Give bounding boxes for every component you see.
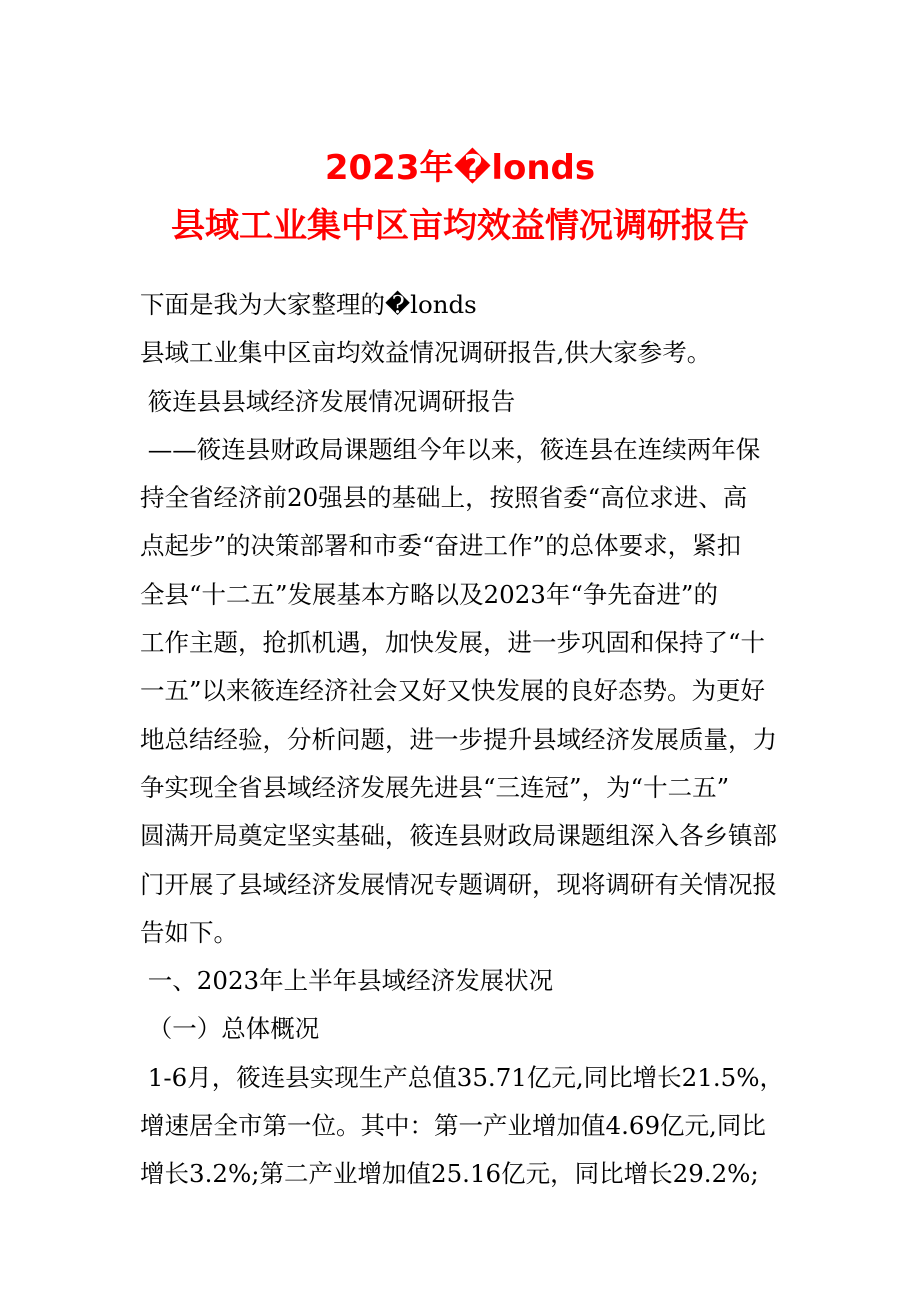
section-heading: 筱连县县域经济发展情况调研报告	[140, 386, 516, 416]
subsection-heading: （一）总体概况	[140, 1014, 320, 1044]
body-line: 全县“十二五”发展基本方略以及2023年“争先奋进”的	[140, 579, 718, 609]
body-line: 增速居全市第一位。其中：第一产业增加值4.69亿元,同比	[140, 1111, 766, 1141]
body-line: 点起步”的决策部署和市委“奋进工作”的总体要求，紧扣	[140, 531, 742, 561]
body-line: 门开展了县域经济发展情况专题调研，现将调研有关情况报	[140, 869, 777, 899]
body-line: 增长3.2%;第二产业增加值25.16亿元，同比增长29.2%;	[140, 1159, 759, 1189]
body-line: 圆满开局奠定坚实基础，筱连县财政局课题组深入各乡镇部	[140, 821, 777, 851]
body-line: 一五”以来筱连经济社会又好又快发展的良好态势。为更好	[140, 676, 766, 706]
section-heading: 一、2023年上半年县域经济发展状况	[140, 966, 554, 996]
document-body	[140, 283, 790, 1201]
body-line: 1-6月，筱连县实现生产总值35.71亿元,同比增长21.5%，	[140, 1062, 784, 1092]
body-line: 告如下。	[140, 917, 238, 947]
body-line: 持全省经济前20强县的基础上，按照省委“高位求进、高	[140, 483, 748, 513]
document-title-line-1: 2023年�londs	[324, 148, 596, 188]
body-line: 工作主题，抢抓机遇，加快发展，进一步巩固和保持了“十	[140, 628, 766, 658]
body-line: ——筱连县财政局课题组今年以来，筱连县在连续两年保	[140, 434, 761, 464]
document-title-line-2: 县域工业集中区亩均效益情况调研报告	[171, 206, 749, 246]
body-line: 县域工业集中区亩均效益情况调研报告,供大家参考。	[140, 338, 712, 368]
body-line: 下面是我为大家整理的�londs	[140, 290, 477, 319]
body-line: 地总结经验，分析问题，进一步提升县域经济发展质量，力	[140, 724, 777, 754]
body-line: 争实现全省县域经济发展先进县“三连冠”，为“十二五”	[140, 772, 730, 802]
